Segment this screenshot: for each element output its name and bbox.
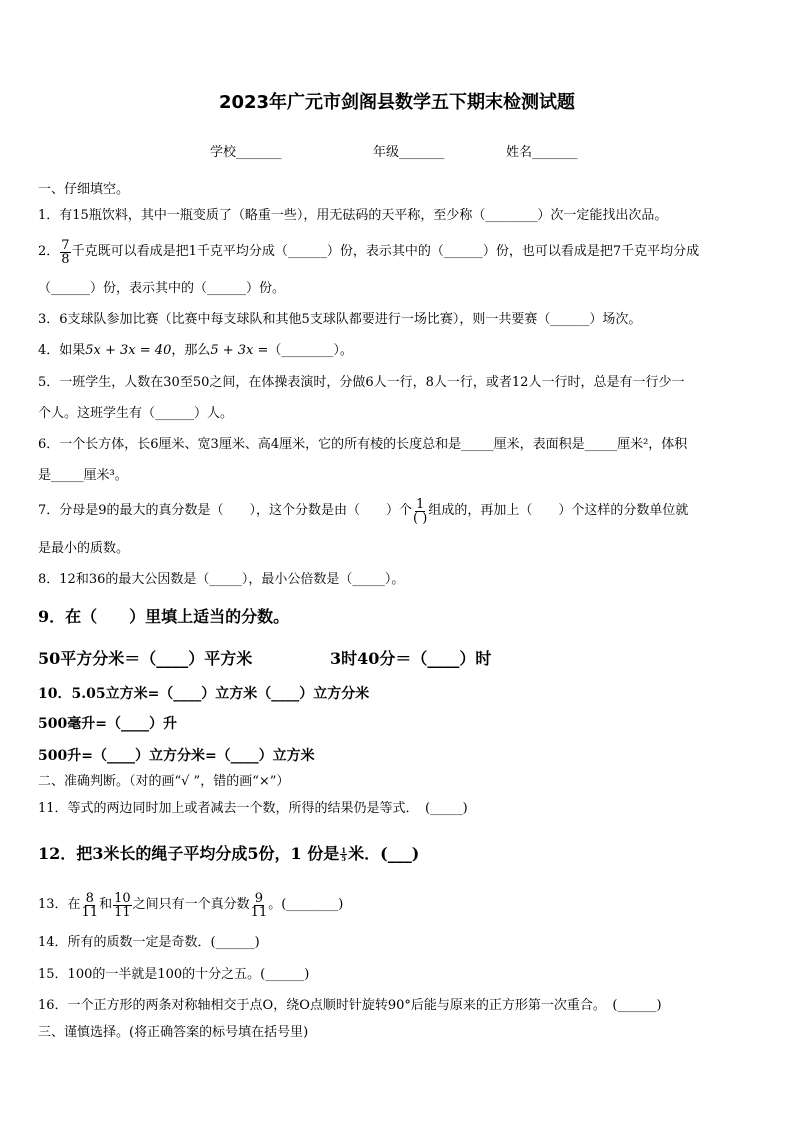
section-2-heading: 二、准确判断。（对的画“√ ”，错的画“×”） <box>38 774 290 789</box>
question-13-tail: 。(________) <box>268 897 344 912</box>
question-13-mid: 之间只有一个真分数 <box>132 897 250 912</box>
grade-field: 年级_______ <box>373 145 445 160</box>
section-3-heading: 三、谨慎选择。(将正确答案的标号填在括号里) <box>38 1025 309 1040</box>
question-9a: 50平方分米＝（____）平方米 <box>38 649 253 668</box>
question-5-continued: 个人。这班学生有（______）人。 <box>38 406 234 421</box>
question-7-text: 7．分母是9的最大的真分数是（ ），这个分数是由（ ）个 <box>38 503 413 518</box>
question-10a: 10．5.05立方米=（____）立方米（____）立方分米 <box>38 686 370 702</box>
fraction-numerator: 1 <box>341 845 347 855</box>
question-1: 1．有15瓶饮料，其中一瓶变质了（略重一些），用无砝码的天平称，至少称（________）次一定能找出次品。 <box>38 208 668 223</box>
section-1-heading: 一、仔细填空。 <box>38 182 130 197</box>
question-6: 6．一个长方体，长6厘米、宽3厘米、高4厘米，它的所有棱的长度总和是_____厘米，表面积是_____厘米²，体积 <box>38 437 688 452</box>
fraction-numerator: 7 <box>61 237 70 253</box>
question-14: 14．所有的质数一定是奇数．(______) <box>38 935 260 950</box>
fraction-denominator: 11 <box>114 904 131 920</box>
fraction-numerator: 1 <box>416 496 425 512</box>
question-12-text-2: 米．(___) <box>348 844 420 863</box>
fraction-denominator: 8 <box>61 251 70 267</box>
question-7-text-2: 组成的，再加上（ ）个这样的分数单位就 <box>428 503 689 518</box>
question-16: 16．一个正方形的两条对称轴相交于点O，绕O点顺时针旋转90°后能与原来的正方形第一次重合。 (______) <box>38 998 662 1013</box>
question-15: 15．100的一半就是100的十分之五。(______) <box>38 967 310 982</box>
question-10b: 500毫升=（____）升 <box>38 716 177 732</box>
question-13 <box>38 888 343 922</box>
equation-2: 5 + 3x = <box>210 343 269 358</box>
question-8: 8．12和36的最大公因数是（_____），最小公倍数是（_____）。 <box>38 572 405 587</box>
question-4 <box>38 343 353 359</box>
page-title: 2023年广元市剑阁县数学五下期末检测试题 <box>218 92 576 113</box>
question-4-mid: ，那么 <box>171 343 211 358</box>
question-6-continued: 是_____厘米³。 <box>38 468 128 483</box>
question-12 <box>38 842 419 866</box>
equation-1: 5x + 3x = 40 <box>85 343 172 358</box>
fraction-numerator: 8 <box>85 890 94 906</box>
question-13-and: 和 <box>99 897 113 912</box>
fraction-numerator: 10 <box>114 890 131 906</box>
question-2-continued: （______）份，表示其中的（______）份。 <box>38 281 286 296</box>
fraction-9-11 <box>251 892 268 919</box>
question-2-number: 2． <box>38 244 60 259</box>
fraction-unit <box>413 498 427 525</box>
fraction-denominator: 11 <box>250 904 268 920</box>
question-5: 5．一班学生，人数在30至50之间，在体操表演时，分做6人一行，8人一行，或者12人一行时，总是有一行少一 <box>38 375 685 390</box>
question-2 <box>38 236 699 268</box>
question-7 <box>38 495 688 527</box>
fraction-denominator: 11 <box>81 904 99 920</box>
question-9: 9．在（ ）里填上适当的分数。 <box>38 607 290 626</box>
question-7-continued: 是最小的质数。 <box>38 541 130 556</box>
fraction-denominator: 5 <box>341 853 347 863</box>
question-2-text: 千克既可以看成是把1千克平均分成（______）份，表示其中的（______）份，也可以看成是把7千克平均分成 <box>71 244 700 259</box>
question-10c: 500升=（____）立方分米=（____）立方米 <box>38 748 315 764</box>
name-field: 姓名_______ <box>506 145 578 160</box>
question-12-text: 12．把3米长的绳子平均分成5份，1 份是 <box>38 844 340 863</box>
question-13-lead: 13．在 <box>38 897 81 912</box>
fraction-7-8 <box>60 239 70 266</box>
fraction-1-5 <box>340 847 347 862</box>
fraction-denominator: ( ) <box>413 510 428 526</box>
fraction-8-11 <box>82 892 99 919</box>
question-3: 3．6支球队参加比赛（比赛中每支球队和其他5支球队都要进行一场比赛），则一共要赛（______）场次。 <box>38 312 642 327</box>
question-4-lead: 4．如果 <box>38 343 86 358</box>
question-4-tail: （________）。 <box>268 343 353 358</box>
question-11: 11．等式的两边同时加上或者减去一个数，所得的结果仍是等式． (_____) <box>38 801 468 816</box>
question-9b: 3时40分＝（____）时 <box>330 649 492 668</box>
fraction-10-11 <box>113 892 132 919</box>
school-field: 学校_______ <box>210 145 282 160</box>
fraction-numerator: 9 <box>254 890 264 906</box>
